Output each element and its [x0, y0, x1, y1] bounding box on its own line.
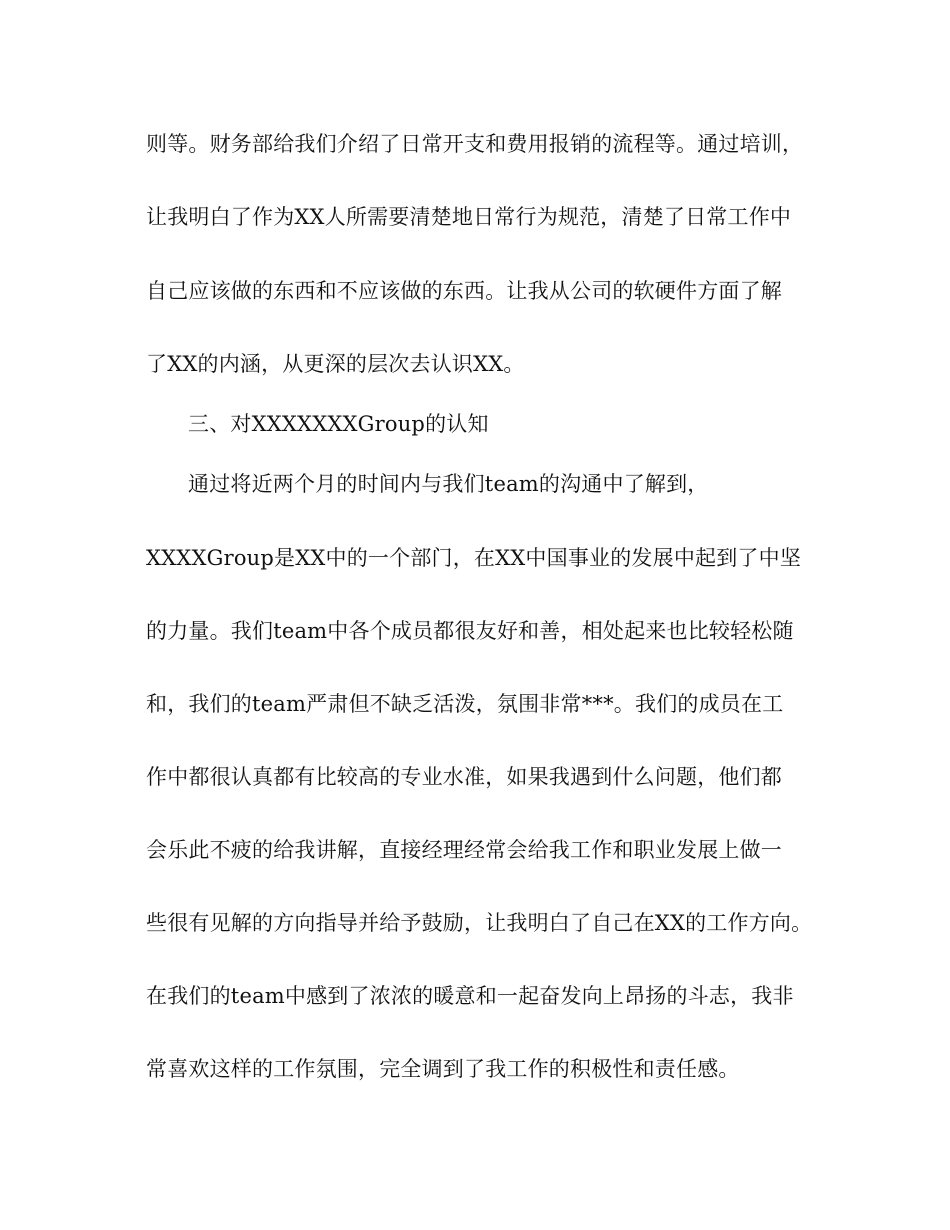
paragraph-line: 的力量。我们team中各个成员都很友好和善，相处起来也比较轻松随	[146, 619, 794, 643]
paragraph-line: 常喜欢这样的工作氛围，完全调到了我工作的积极性和责任感。	[146, 1057, 740, 1081]
paragraph-line: 作中都很认真都有比较高的专业水准，如果我遇到什么问题，他们都	[146, 765, 782, 789]
paragraph-line: 和，我们的team严肃但不缺乏活泼，氛围非常***。我们的成员在工	[146, 692, 784, 716]
paragraph-line: 在我们的team中感到了浓浓的暖意和一起奋发向上昂扬的斗志，我非	[146, 984, 794, 1008]
paragraph-line: 自己应该做的东西和不应该做的东西。让我从公司的软硬件方面了解	[146, 279, 782, 303]
paragraph-line: 则等。财务部给我们介绍了日常开支和费用报销的流程等。通过培训，	[146, 132, 804, 156]
paragraph-line: XXXXGroup是XX中的一个部门，在XX中国事业的发展中起到了中坚	[146, 546, 802, 570]
paragraph-line: 些很有见解的方向指导并给予鼓励，让我明白了自己在XX的工作方向。	[146, 911, 813, 935]
paragraph-line: 会乐此不疲的给我讲解，直接经理经常会给我工作和职业发展上做一	[146, 838, 782, 862]
paragraph-line: 通过将近两个月的时间内与我们team的沟通中了解到，	[188, 472, 709, 496]
section-heading: 三、对XXXXXXXGroup的认知	[188, 412, 489, 436]
paragraph-line: 让我明白了作为XX人所需要清楚地日常行为规范，清楚了日常工作中	[146, 205, 792, 229]
paragraph-line: 了XX的内涵，从更深的层次去认识XX。	[146, 352, 525, 376]
